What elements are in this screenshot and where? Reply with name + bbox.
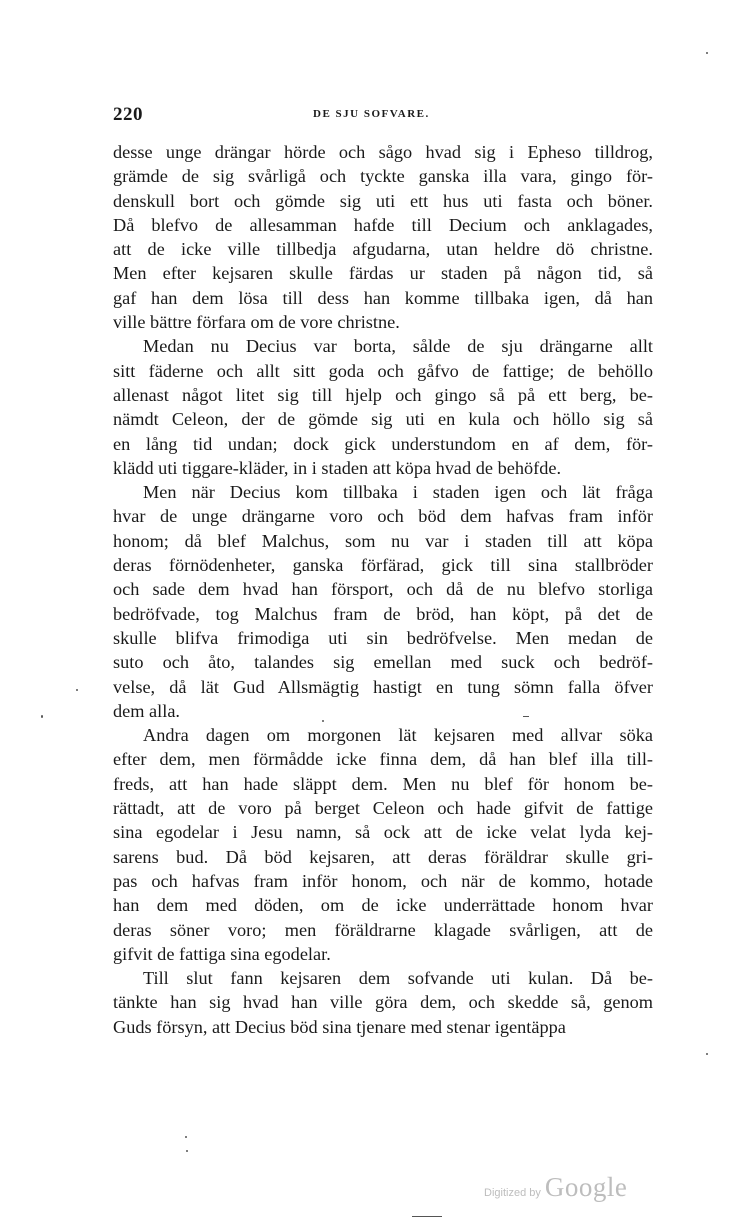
text-line: velse, då lät Gud Allsmägtig hastigt en tung sömn falla öfver: [113, 676, 653, 697]
text-line: grämde de sig svårligå och tyckte ganska illa vara, gingo för-: [113, 166, 653, 187]
text-line: en lång tid undan; dock gick understundom en af dem, för-: [113, 433, 653, 454]
text-line: Guds försyn, att Decius böd sina tjenare med stenar igentäppa: [113, 1016, 566, 1037]
text-line: att de icke ville tillbedja afgudarna, utan heldre dö christne.: [113, 239, 653, 260]
text-line: Andra dagen om morgonen lät kejsaren med allvar söka: [143, 725, 653, 746]
paragraph: [113, 140, 653, 334]
text-line: han dem med döden, om de icke underrättade honom hvar: [113, 895, 653, 916]
text-line: Men efter kejsaren skulle färdas ur staden på någon tid, så: [113, 263, 653, 284]
text-line: Medan nu Decius var borta, sålde de sju drängarne allt: [143, 336, 653, 357]
text-line: sitt fäderne och allt sitt goda och gåfvo de fattige; de behöllo: [113, 360, 653, 381]
text-line: Då blefvo de allesamman hafde till Decium och anklagades,: [113, 214, 653, 235]
text-line: rättadt, att de voro på berget Celeon och hade gifvit de fattige: [113, 798, 653, 819]
text-line: pas och hafvas fram inför honom, och när de kommo, hotade: [113, 870, 653, 891]
paragraph: [113, 966, 653, 1039]
text-line: desse unge drängar hörde och sågo hvad sig i Epheso tilldrog,: [113, 142, 653, 162]
text-line: deras söner voro; men föräldrarne klagade svårligen, att de: [113, 919, 653, 940]
paragraph: [113, 334, 653, 480]
running-head: DE SJU SOFVARE.: [313, 108, 430, 120]
text-line: tänkte han sig hvad han ville göra dem, och skedde så, genom: [113, 992, 653, 1013]
scan-speck: [412, 1216, 442, 1217]
text-line: Till slut fann kejsaren dem sofvande uti kulan. Då be-: [143, 968, 653, 989]
text-line: skulle blifva frimodiga uti sin bedröfvelse. Men medan de: [113, 627, 653, 648]
scan-speck: [76, 689, 78, 691]
text-line: hvar de unge drängarne voro och böd dem hafvas fram inför: [113, 506, 653, 527]
scan-speck: [706, 52, 708, 54]
text-line: gaf han dem lösa till dess han komme tillbaka igen, då han: [113, 287, 653, 308]
body-text: [113, 140, 653, 1039]
scan-speck: [322, 720, 324, 722]
scan-speck: [523, 716, 529, 717]
text-line: denskull bort och gömde sig uti ett hus uti fasta och böner.: [113, 190, 653, 211]
text-line: Men när Decius kom tillbaka i staden igen och lät fråga: [143, 482, 653, 503]
text-line: gifvit de fattiga sina egodelar.: [113, 943, 331, 964]
scan-speck: [41, 715, 43, 718]
text-line: efter dem, men förmådde icke finna dem, då han blef illa till-: [113, 749, 653, 770]
text-line: freds, att han hade släppt dem. Men nu blef för honom be-: [113, 773, 653, 794]
text-line: sarens bud. Då böd kejsaren, att deras föräldrar skulle gri-: [113, 846, 653, 867]
paragraph: [113, 723, 653, 966]
text-line: bedröfvade, tog Malchus fram de bröd, han köpt, på det de: [113, 603, 653, 624]
scan-speck: [706, 1053, 708, 1055]
text-line: och sade dem hvad han försport, och då de nu blefvo storliga: [113, 579, 653, 600]
page-header: [113, 104, 653, 126]
text-line: allenast något litet sig till hjelp och gingo så på ett berg, be-: [113, 384, 653, 405]
google-logo: Google: [544, 1172, 628, 1202]
text-line: klädd uti tiggare-kläder, in i staden att köpa hvad de behöfde.: [113, 457, 562, 478]
text-line: deras förnödenheter, ganska förfärad, gick till sina stallbröder: [113, 555, 653, 576]
paragraph: [113, 480, 653, 723]
page-number: 220: [113, 104, 143, 125]
text-line: dem alla.: [113, 700, 181, 721]
text-line: suto och åto, talandes sig emellan med suck och bedröf-: [113, 652, 653, 673]
scan-speck: [186, 1150, 188, 1152]
digitized-by-label: Digitized by: [484, 1187, 541, 1199]
text-line: nämdt Celeon, der de gömde sig uti en kula och höllo sig så: [113, 409, 653, 430]
text-line: sina egodelar i Jesu namn, så ock att de icke velat lyda kej-: [113, 822, 653, 843]
digitized-watermark: [484, 1172, 627, 1203]
text-line: honom; då blef Malchus, som nu var i staden till att köpa: [113, 530, 653, 551]
text-line: ville bättre förfara om de vore christne.: [113, 312, 400, 333]
scan-speck: [185, 1136, 187, 1138]
